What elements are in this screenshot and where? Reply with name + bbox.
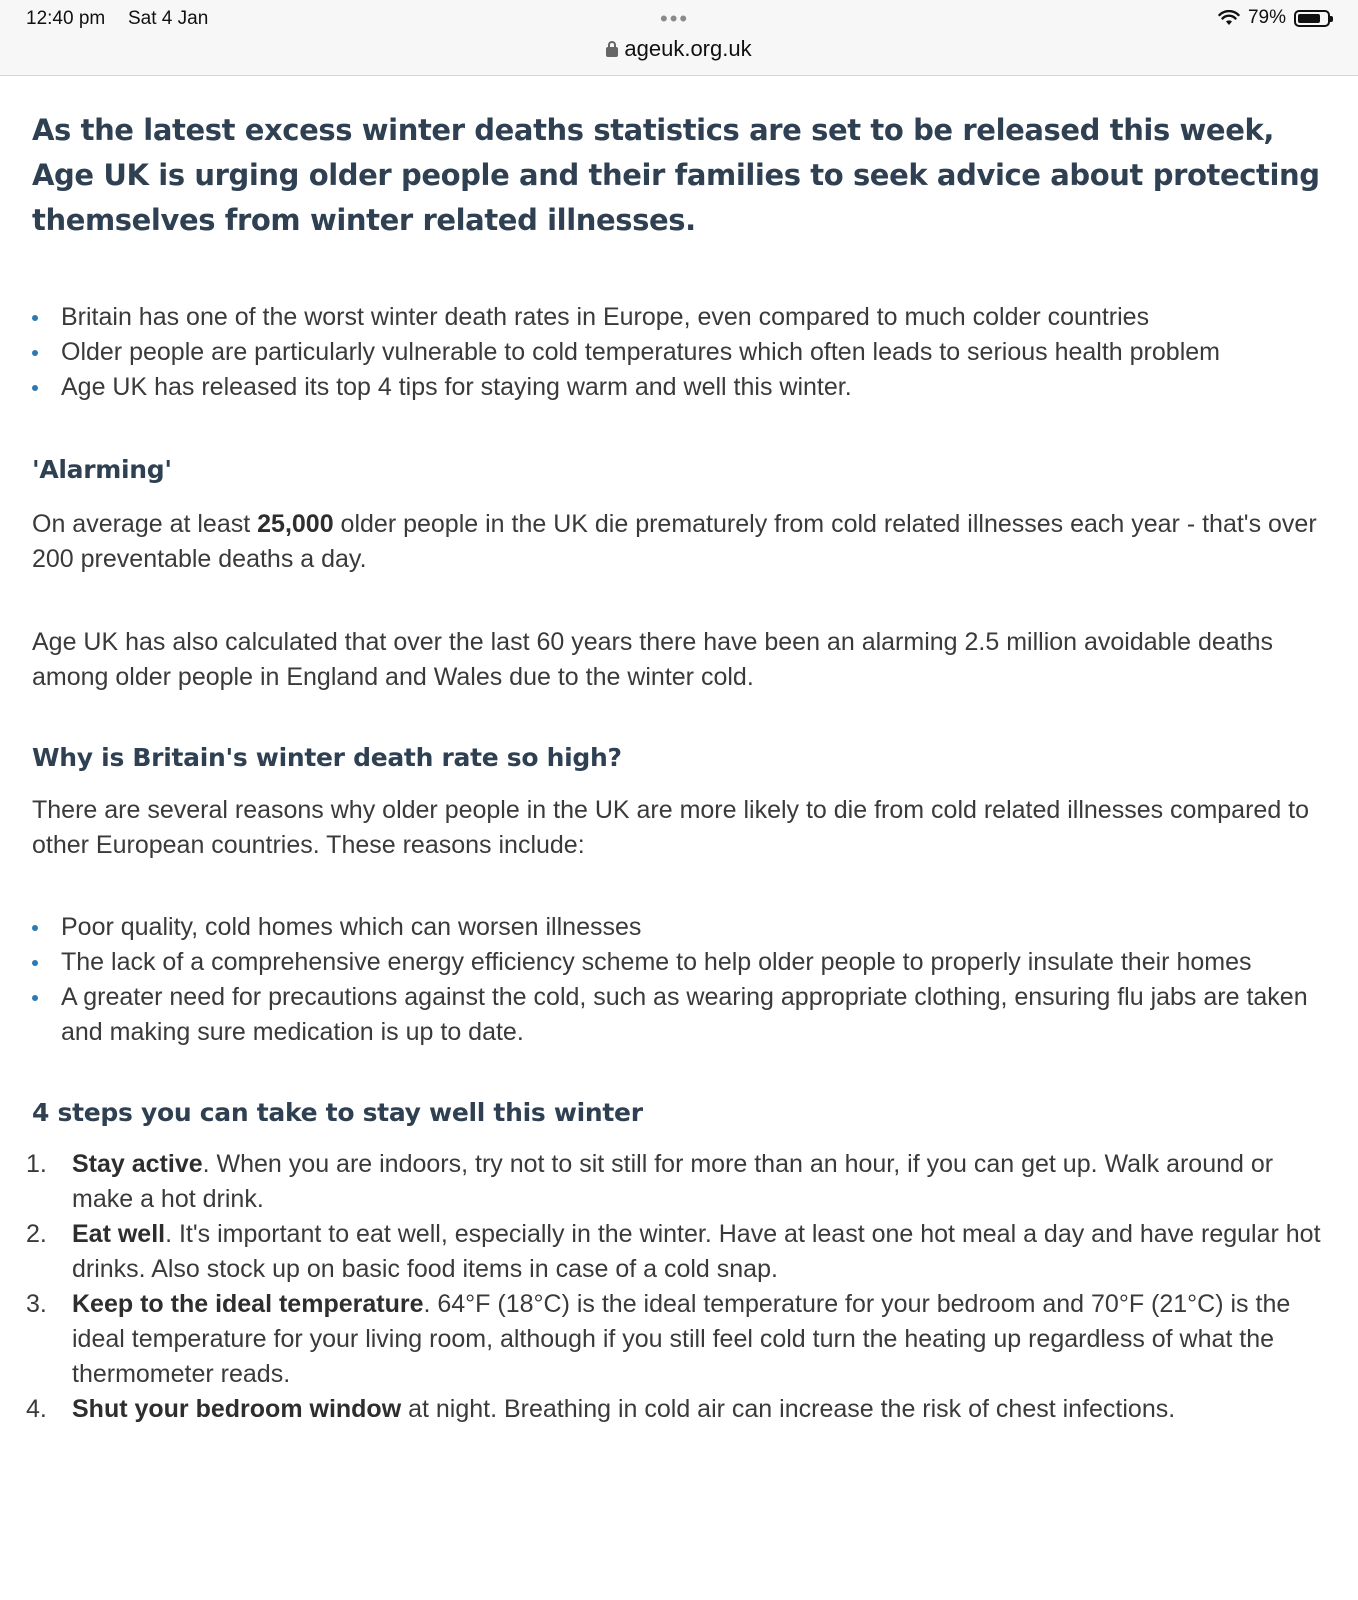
- section-heading-alarming: 'Alarming': [32, 455, 172, 484]
- list-item: A greater need for precautions against the cold, such as wearing appropriate clothing, ensuring flu jabs are taken and making sure medication is up to date.: [32, 980, 1322, 1050]
- paragraph-average-deaths: On average at least 25,000 older people in the UK die prematurely from cold related illnesses each year - that's over 200 preventable deaths a day.: [32, 510, 1317, 573]
- more-dots-icon[interactable]: •••: [660, 6, 690, 31]
- article-lead: As the latest excess winter deaths statistics are set to be released this week, Age UK is urging older people and their families to seek advice about protecting themselves from winter related illnesses.: [32, 113, 1320, 237]
- section-heading-four-steps: 4 steps you can take to stay well this winter: [32, 1098, 643, 1127]
- battery-percent: 79%: [1247, 7, 1286, 28]
- list-item: 2. Eat well. It's important to eat well, especially in the winter. Have at least one hot meal a day and have regular hot drinks. Also stock up on basic food items in case of a cold snap.: [26, 1220, 1321, 1283]
- lock-icon: [606, 47, 618, 57]
- summary-bullet-list: [32, 300, 1322, 405]
- wifi-icon: [1218, 10, 1240, 26]
- status-date: Sat 4 Jan: [128, 8, 209, 29]
- list-item: 4. Shut your bedroom window at night. Breathing in cold air can increase the risk of chest infections.: [26, 1395, 1176, 1423]
- url-text: ageuk.org.uk: [624, 36, 752, 61]
- list-item: Poor quality, cold homes which can worsen illnesses: [32, 910, 1322, 945]
- list-item: 3. Keep to the ideal temperature. 64°F (18°C) is the ideal temperature for your bedroom and 70°F (21°C) is the ideal temperature for your living room, although if you still feel cold turn the heating up regardless of what the thermometer reads.: [26, 1290, 1291, 1388]
- status-time: 12:40 pm: [26, 8, 106, 29]
- paragraph-reasons-intro: There are several reasons why older people in the UK are more likely to die from cold related illnesses compared to other European countries. These reasons include:: [32, 796, 1310, 859]
- reasons-bullet-list: [32, 910, 1322, 1050]
- list-item: Age UK has released its top 4 tips for staying warm and well this winter.: [32, 370, 1322, 405]
- steps-list: [26, 1147, 1322, 1427]
- paragraph-avoidable-deaths: Age UK has also calculated that over the last 60 years there have been an alarming 2.5 million avoidable deaths among older people in England and Wales due to the winter cold.: [32, 628, 1274, 691]
- battery-level: [1298, 14, 1320, 23]
- article-content: [26, 108, 1322, 1427]
- list-item: 1. Stay active. When you are indoors, try not to sit still for more than an hour, if you can get up. Walk around or make a hot drink.: [26, 1150, 1274, 1213]
- highlight-number: 25,000: [257, 510, 334, 538]
- browser-top-bar: [0, 0, 1358, 76]
- status-indicators: [1218, 7, 1330, 29]
- list-item: Britain has one of the worst winter death rates in Europe, even compared to much colder countries: [32, 300, 1322, 335]
- list-item: Older people are particularly vulnerable to cold temperatures which often leads to serious health problem: [32, 335, 1322, 370]
- section-heading-why-high: Why is Britain's winter death rate so high?: [32, 743, 622, 772]
- battery-icon: [1294, 10, 1330, 27]
- address-bar[interactable]: [0, 36, 1358, 62]
- list-item: The lack of a comprehensive energy efficiency scheme to help older people to properly insulate their homes: [32, 945, 1322, 980]
